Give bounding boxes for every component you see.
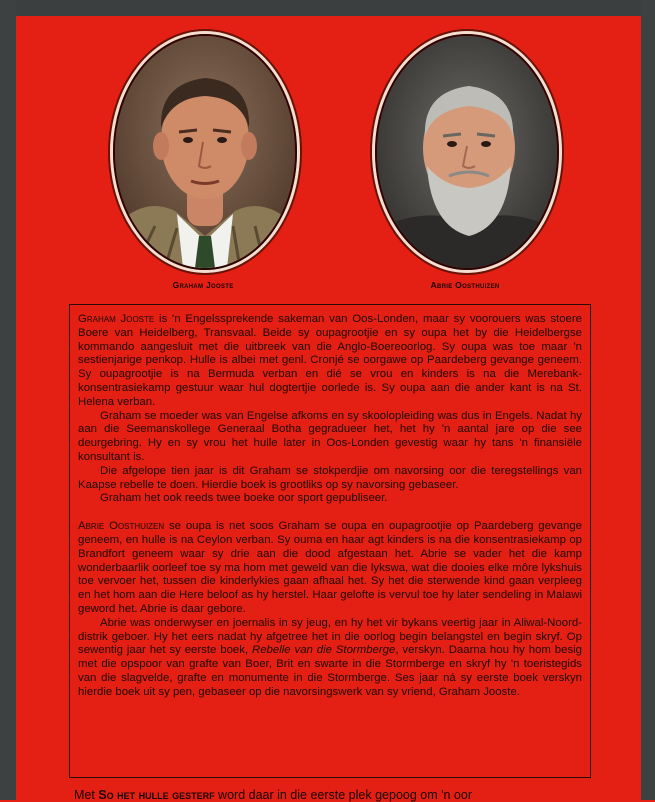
bio-abrie-career-post: , verskyn. Daarna hou hy hom besig met die opspoor van grafte van Boer, Brit en swarte in die Stormberge en skryf hy 'n toeristegids van die slagvelde, grafte en monumente in die Stormberge. Ses jaar ná sy eerste boek verskyn hierdie boek uit sy pen, gebaseer op die navorsingswerk van sy vriend, Graham Jooste. <box>78 644 583 698</box>
scan-edge-left <box>0 0 16 800</box>
author-name-abrie: Abrie Oosthuizen <box>78 520 165 533</box>
bio-abrie-career-pre: Abrie was onderwyser en joernalis in sy jeug, en hy het vir bykans veertig jaar in Aliwal-Noord-distrik geboer. Hy het eers nadat hy afgetree het in die oorlog begin belangstel en begin skryf. Op sewentig jaar het sy eerste boek, <box>78 616 582 657</box>
bio-graham-research: Die afgelope tien jaar is dit Graham se stokperdjie om navorsing oor die teregstellings van Kaapse rebelle te doen. Hierdie boek is grootliks op sy navorsing gebaseer. <box>78 464 582 491</box>
portrait-caption-right: Abrie Oosthuizen <box>430 280 500 290</box>
portrait-graham-jooste <box>113 34 297 270</box>
bio-abrie-career <box>78 617 582 700</box>
scan-edge-right <box>641 0 655 800</box>
bio-graham-books: Graham het ook reeds twee boeke oor sport gepubliseer. <box>100 492 388 505</box>
author-name-graham: Graham Jooste <box>78 313 155 325</box>
portrait-caption-left: Graham Jooste <box>172 280 234 290</box>
bio-abrie-intro <box>78 520 582 617</box>
portrait-graham-jooste-image <box>115 36 295 268</box>
blurb-prefix: Met <box>74 788 99 802</box>
scan-edge-top <box>0 0 655 16</box>
bio-graham-intro <box>78 313 582 410</box>
blurb-rest: word daar in die eerste plek gepoog om 'n oor <box>214 788 472 802</box>
blurb-book-title: So het hulle gesterf <box>98 788 215 802</box>
bio-abrie-intro-text: se oupa is net soos Graham se oupa en oupagrootjie op Paardeberg gevange geneem, en hulle is na Ceylon verban. Sy ouma en haar agt kinders is na die konsentrasiekamp op Brandfort geneem waar sy drie aan die dood afgestaan het. Abrie se vader het die kamp wonderbaarlik oorleef toe sy ma hom met geweld van die lykswa, wat die dooies elke môre lykshuis toe vervoer het, tussen die kinderlykies gaan afhaal het. Sy het die sterwende kind gaan verpleeg en het hom aan die Here beloof as hy herstel. Haar gelofte is vervul toe hy later sendeling in Malawi geword het. Abrie is daar gebore. <box>78 520 582 615</box>
bio-graham-intro-text: is 'n Engelssprekende sakeman van Oos-Londen, maar sy voorouers was stoere Boere van Heidelberg, Transvaal. Beide sy oupagrootjie en sy oupa het by die Heidelbergse kommando aangesluit met die uitbreek van die Anglo-Boereoorlog. Sy oupa was toe maar 'n sestienjarige penkop. Hulle is albei met genl. Cronjé se oorgawe op Paardeberg gevange geneem. Sy oupagrootjie is na Bermuda verban en dié se vrou en kinders is na die Merebank-konsentrasiekamp gestuur waar hul dogtertjie oorlede is. Sy oupa aan die ander kant is na St. Helena verban. <box>78 313 583 408</box>
portrait-abrie-oosthuizen-image <box>377 36 557 268</box>
book-title-rebelle: Rebelle van die Stormberge <box>252 644 396 657</box>
author-biographies <box>69 304 591 778</box>
portrait-abrie-oosthuizen <box>375 34 559 270</box>
bio-graham-education: Graham se moeder was van Engelse afkoms en sy skoolopleiding was dus in Engels. Nadat hy aan die Seemanskollege Generaal Botha gegradueer het, het hy 'n aantal jare op die see deurgebring. Hy en sy vrou het hulle later in Oos-Londen gevestig waar hy tans 'n finansiële konsultant is. <box>78 409 582 463</box>
